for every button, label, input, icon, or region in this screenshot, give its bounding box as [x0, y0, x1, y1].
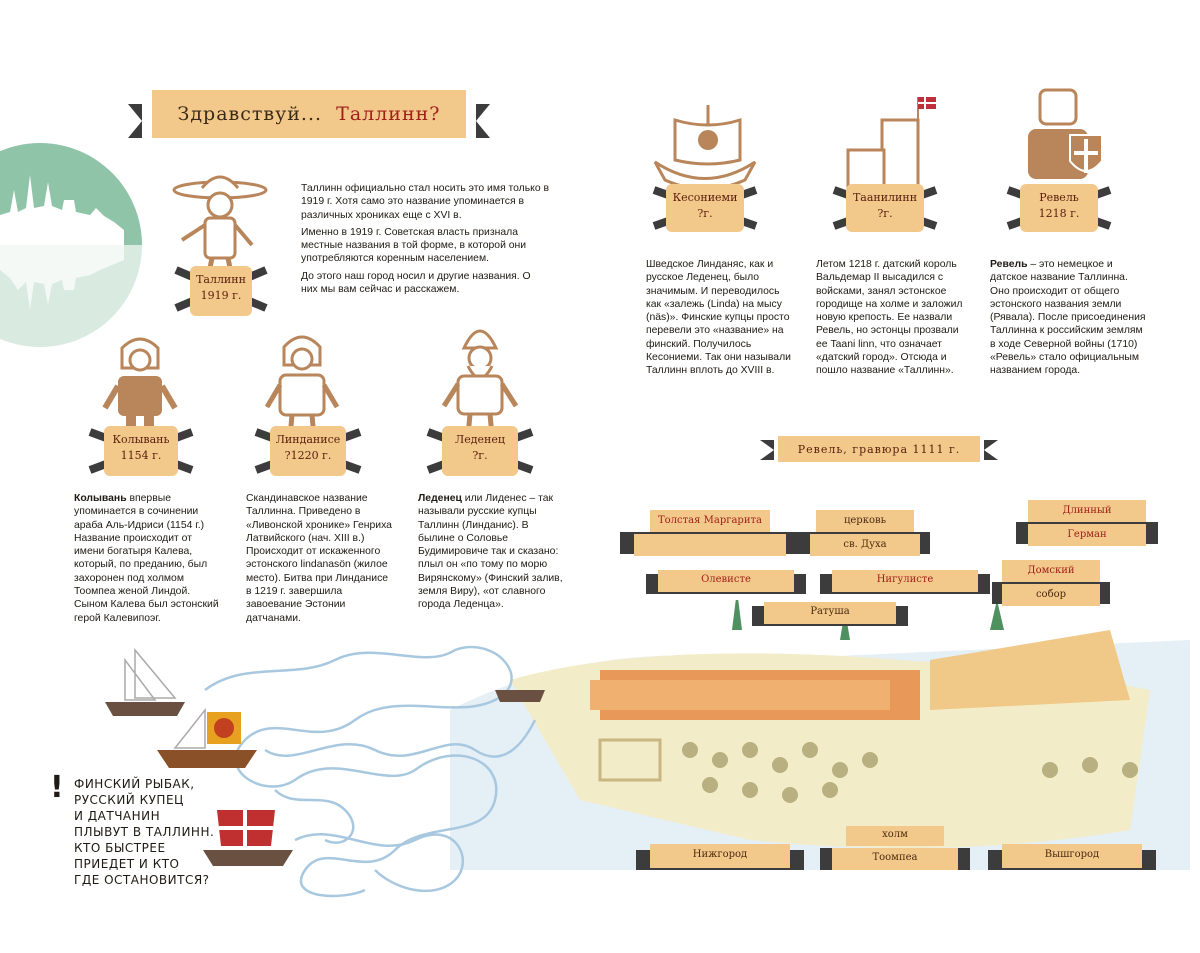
toompea-line1: холм: [882, 829, 908, 840]
toompea-line2: Тоомпеа: [872, 852, 918, 863]
name-label-lindanise: Линданисе: [275, 433, 341, 446]
revel-desc: – это немецкое и датское название Таллинна. Оно происходит от общего эстонского названия земли (Рявала). После присоединения Таллинна к российским землям в ходе Северной войны (1710) «Ревель» стало официальным названием города.: [990, 259, 1146, 377]
olevise-text: Олевисте: [701, 574, 751, 585]
year-label-revel: 1218 г.: [1038, 207, 1080, 220]
engraving-ribbon: [760, 436, 998, 462]
name-label-kesoniemi: Кесониеми: [672, 191, 738, 204]
intro-paragraph-3: До этого наш город носил и другие названия. О них мы вам сейчас и расскажем.: [301, 270, 531, 296]
revel-text: [990, 258, 1150, 378]
name-ribbon-tallinn: [172, 260, 270, 320]
vyshgorod-text: Вышгород: [1044, 849, 1100, 860]
taanilinn-desc: Летом 1218 г. датский король Вальдемар II высадился с войсками, занял эстонское городище на холме и заложил новую крепость. Ее назвали Ревель, но эстонцы прозвали ее Taani linn, что означает «датский город». Отсюда и пошло название «Таллинн».: [816, 259, 963, 377]
kesoniemi-desc: Шведское Линданяс, как и русское Леденец, было значимым. И переводилось как «залежь (Linda) на мысу (näs)». Финские купцы просто перевели это «название» на финский. Получилось Кесониеми. Так они называли Таллинн вплоть до XVIII в.: [646, 259, 791, 377]
puzzle-text: ФИНСКИЙ РЫБАК, РУССКИЙ КУПЕЦ И ДАТЧАНИН ПЛЫВУТ В ТАЛЛИНН. КТО БЫСТРЕЕ ПРИЕДЕТ И КТО ГДЕ ОСТАНОВИТСЯ?: [74, 777, 215, 887]
title-banner: [128, 90, 490, 138]
name-ribbon-kesoniemi: [650, 178, 760, 238]
kolyvan-bold: Колывань: [74, 493, 127, 504]
year-label-ledenets: ?г.: [472, 449, 488, 462]
dukh-line1: церковь: [843, 515, 887, 526]
dom-line1: Домский: [1027, 565, 1075, 576]
label-domsky-sobor: [992, 558, 1110, 608]
label-tolstaya-margarita: [620, 506, 800, 558]
name-label-ledenets: Леденец: [455, 433, 505, 446]
nizhgorod-text: Нижгород: [692, 849, 748, 860]
label-vyshgorod: [988, 842, 1156, 872]
label-ratusha: [752, 600, 908, 628]
engraving-label: Ревель, гравюра 1111 г.: [778, 436, 980, 462]
title-part1: Здравствуй...: [177, 103, 323, 125]
name-ribbon-revel: [1004, 178, 1114, 238]
kolyvan-desc: впервые упоминается в сочинении араба Аль-Идриси (1154 г.) Название происходит от имени богатыря Калева, который, по преданию, был захоронен под холмом Тоомпеа женой Линдой. Сыном Калева был эстонский герой Калевипоэг.: [74, 493, 219, 624]
lindanise-desc: Скандинавское название Таллинна. Приведено в «Ливонской хронике» Генриха Латвийского (нач. XIII в.) Происходит от искаженного эстонского lindanasön (жилое место). Битва при Линданисе в 1219 г. завершила завоевание Эстонии датчанами.: [246, 493, 392, 624]
intro-text: [301, 182, 549, 296]
year-label-lindanise: ?1220 г.: [284, 449, 332, 462]
kolyvan-text: [74, 492, 224, 625]
ratusha-text: Ратуша: [810, 606, 850, 617]
year-label-taanilinn: ?г.: [877, 207, 893, 220]
dom-line2: собор: [1035, 589, 1067, 600]
year-label-tallinn: 1919 г.: [200, 289, 242, 302]
name-label-tallinn: Таллинн: [196, 273, 246, 286]
label-dlinny-german: [1016, 498, 1158, 548]
revel-bold: Ревель: [990, 259, 1028, 270]
label-niguliste: [820, 568, 990, 596]
kesoniemi-text: [646, 258, 796, 378]
name-label-revel: Ревель: [1039, 191, 1079, 204]
name-ribbon-ledenets: [424, 420, 536, 482]
taanilinn-text: [816, 258, 968, 378]
label-toompea: [820, 824, 970, 872]
label-nizhgorod: [636, 842, 804, 872]
label-dukh: [800, 506, 930, 558]
dukh-line2: св. Духа: [843, 539, 887, 550]
label-olevise: [646, 568, 806, 596]
name-ribbon-kolyvan: [86, 420, 196, 482]
ledenets-desc: или Лиденес – так называли русские купцы Таллинн (Линданис). В былине о Соловье Будимировиче так и сказано: плыл он «по тому по морю Вирянскому» (Финский залив, земля Виру), «от славного города Леденца».: [418, 493, 563, 611]
title-part2: Таллинн?: [336, 103, 441, 125]
ledenets-text: [418, 492, 568, 612]
name-ribbon-lindanise: [252, 420, 364, 482]
year-label-kesoniemi: ?г.: [697, 207, 713, 220]
lindanise-text: [246, 492, 396, 625]
exclamation-mark: !: [50, 770, 64, 805]
year-label-kolyvan: 1154 г.: [120, 449, 162, 462]
margarita-line1: Толстая Маргарита: [658, 515, 762, 526]
dlinny-line1: Длинный: [1062, 505, 1112, 516]
name-label-kolyvan: Колывань: [112, 433, 170, 446]
dlinny-line2: Герман: [1067, 529, 1107, 540]
ledenets-bold: Леденец: [418, 493, 462, 504]
name-ribbon-taanilinn: [830, 178, 940, 238]
niguliste-text: Нигулисте: [876, 574, 934, 585]
intro-paragraph-2: Именно в 1919 г. Советская власть признала местные названия в той форме, в которой они употребляются коренным населением.: [301, 226, 527, 265]
intro-paragraph-1: Таллинн официально стал носить это имя только в 1919 г. Хотя само это название упоминается в различных хрониках еще с XVI в.: [301, 183, 549, 221]
name-label-taanilinn: Таанилинн: [852, 191, 918, 204]
